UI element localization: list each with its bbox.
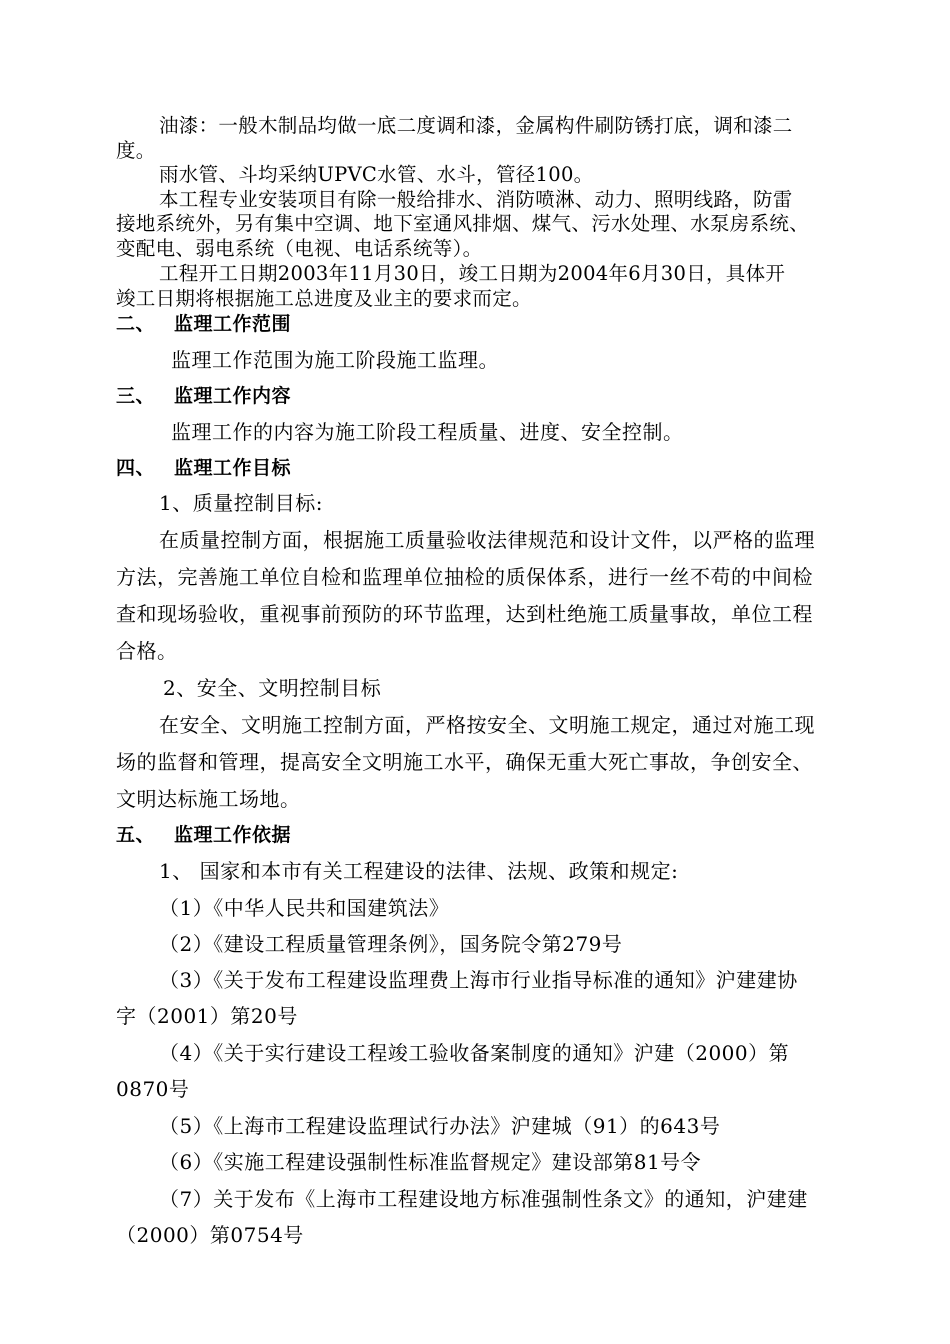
list-item: （2）《建设工程质量管理条例》，国务院令第279号 bbox=[159, 932, 623, 956]
subsection-title: 1、 国家和本市有关工程建设的法律、法规、政策和规定: bbox=[159, 859, 679, 883]
list-item-continuation: 字（2001）第20号 bbox=[116, 1004, 298, 1028]
paragraph-line: 文明达标施工场地。 bbox=[116, 787, 301, 811]
paragraph-line: 场的监督和管理，提高安全文明施工水平，确保无重大死亡事故，争创安全、 bbox=[116, 750, 813, 774]
heading-title: 监理工作范围 bbox=[174, 313, 292, 335]
paragraph-line: 雨水管、斗均采纳UPVC水管、水斗，管径100。 bbox=[159, 163, 594, 186]
paragraph-line: 接地系统外，另有集中空调、地下室通风排烟、煤气、污水处理、水泵房系统、 bbox=[116, 212, 810, 235]
list-item: （1）《中华人民共和国建筑法》 bbox=[159, 896, 450, 920]
paragraph-line: 合格。 bbox=[116, 639, 178, 663]
section-heading-5 bbox=[116, 823, 291, 847]
heading-number: 五、 bbox=[116, 824, 156, 846]
list-item-continuation: （2000）第0754号 bbox=[116, 1223, 304, 1247]
paragraph-line: 查和现场验收，重视事前预防的环节监理，达到杜绝施工质量事故，单位工程 bbox=[116, 602, 813, 626]
heading-number: 二、 bbox=[116, 313, 156, 335]
section-heading-4 bbox=[116, 456, 291, 480]
list-item: （5）《上海市工程建设监理试行办法》沪建城（91）的643号 bbox=[159, 1114, 721, 1138]
list-item: （4）《关于实行建设工程竣工验收备案制度的通知》沪建（2000）第 bbox=[159, 1041, 790, 1065]
paragraph-line: 变配电、弱电系统（电视、电话系统等）。 bbox=[116, 237, 483, 260]
paragraph-line: 在安全、文明施工控制方面，严格按安全、文明施工规定，通过对施工现 bbox=[159, 713, 815, 737]
heading-title: 监理工作依据 bbox=[174, 824, 292, 846]
paragraph-line: 工程开工日期2003年11月30日，竣工日期为2004年6月30日，具体开 bbox=[159, 262, 786, 285]
list-item: （7）关于发布《上海市工程建设地方标准强制性条文》的通知，沪建建 bbox=[159, 1187, 808, 1211]
section-heading-2 bbox=[116, 312, 291, 336]
list-item: （6）《实施工程建设强制性标准监督规定》建设部第81号令 bbox=[159, 1150, 702, 1174]
heading-number: 三、 bbox=[116, 385, 156, 407]
section-heading-3 bbox=[116, 384, 291, 408]
subsection-title: 2、安全、文明控制目标 bbox=[163, 676, 382, 700]
heading-number: 四、 bbox=[116, 457, 156, 479]
heading-title: 监理工作目标 bbox=[174, 457, 292, 479]
paragraph-line: 竣工日期将根据施工总进度及业主的要求而定。 bbox=[116, 287, 532, 310]
paragraph-line: 方法，完善施工单位自检和监理单位抽检的质保体系，进行一丝不苟的中间检 bbox=[116, 565, 813, 589]
heading-title: 监理工作内容 bbox=[174, 385, 292, 407]
paragraph-line: 监理工作范围为施工阶段施工监理。 bbox=[171, 348, 499, 372]
subsection-title: 1、质量控制目标: bbox=[159, 491, 323, 515]
paragraph-line: 在质量控制方面，根据施工质量验收法律规范和设计文件，以严格的监理 bbox=[159, 528, 815, 552]
list-item: （3）《关于发布工程建设监理费上海市行业指导标准的通知》沪建建协 bbox=[159, 968, 798, 992]
paragraph-line: 监理工作的内容为施工阶段工程质量、进度、安全控制。 bbox=[171, 420, 684, 444]
list-item-continuation: 0870号 bbox=[116, 1077, 190, 1101]
paragraph-line: 度。 bbox=[116, 139, 156, 162]
paragraph-line: 油漆：一般木制品均做一底二度调和漆，金属构件刷防锈打底，调和漆二 bbox=[159, 114, 793, 137]
paragraph-line: 本工程专业安装项目有除一般给排水、消防喷淋、动力、照明线路，防雷 bbox=[159, 188, 793, 211]
